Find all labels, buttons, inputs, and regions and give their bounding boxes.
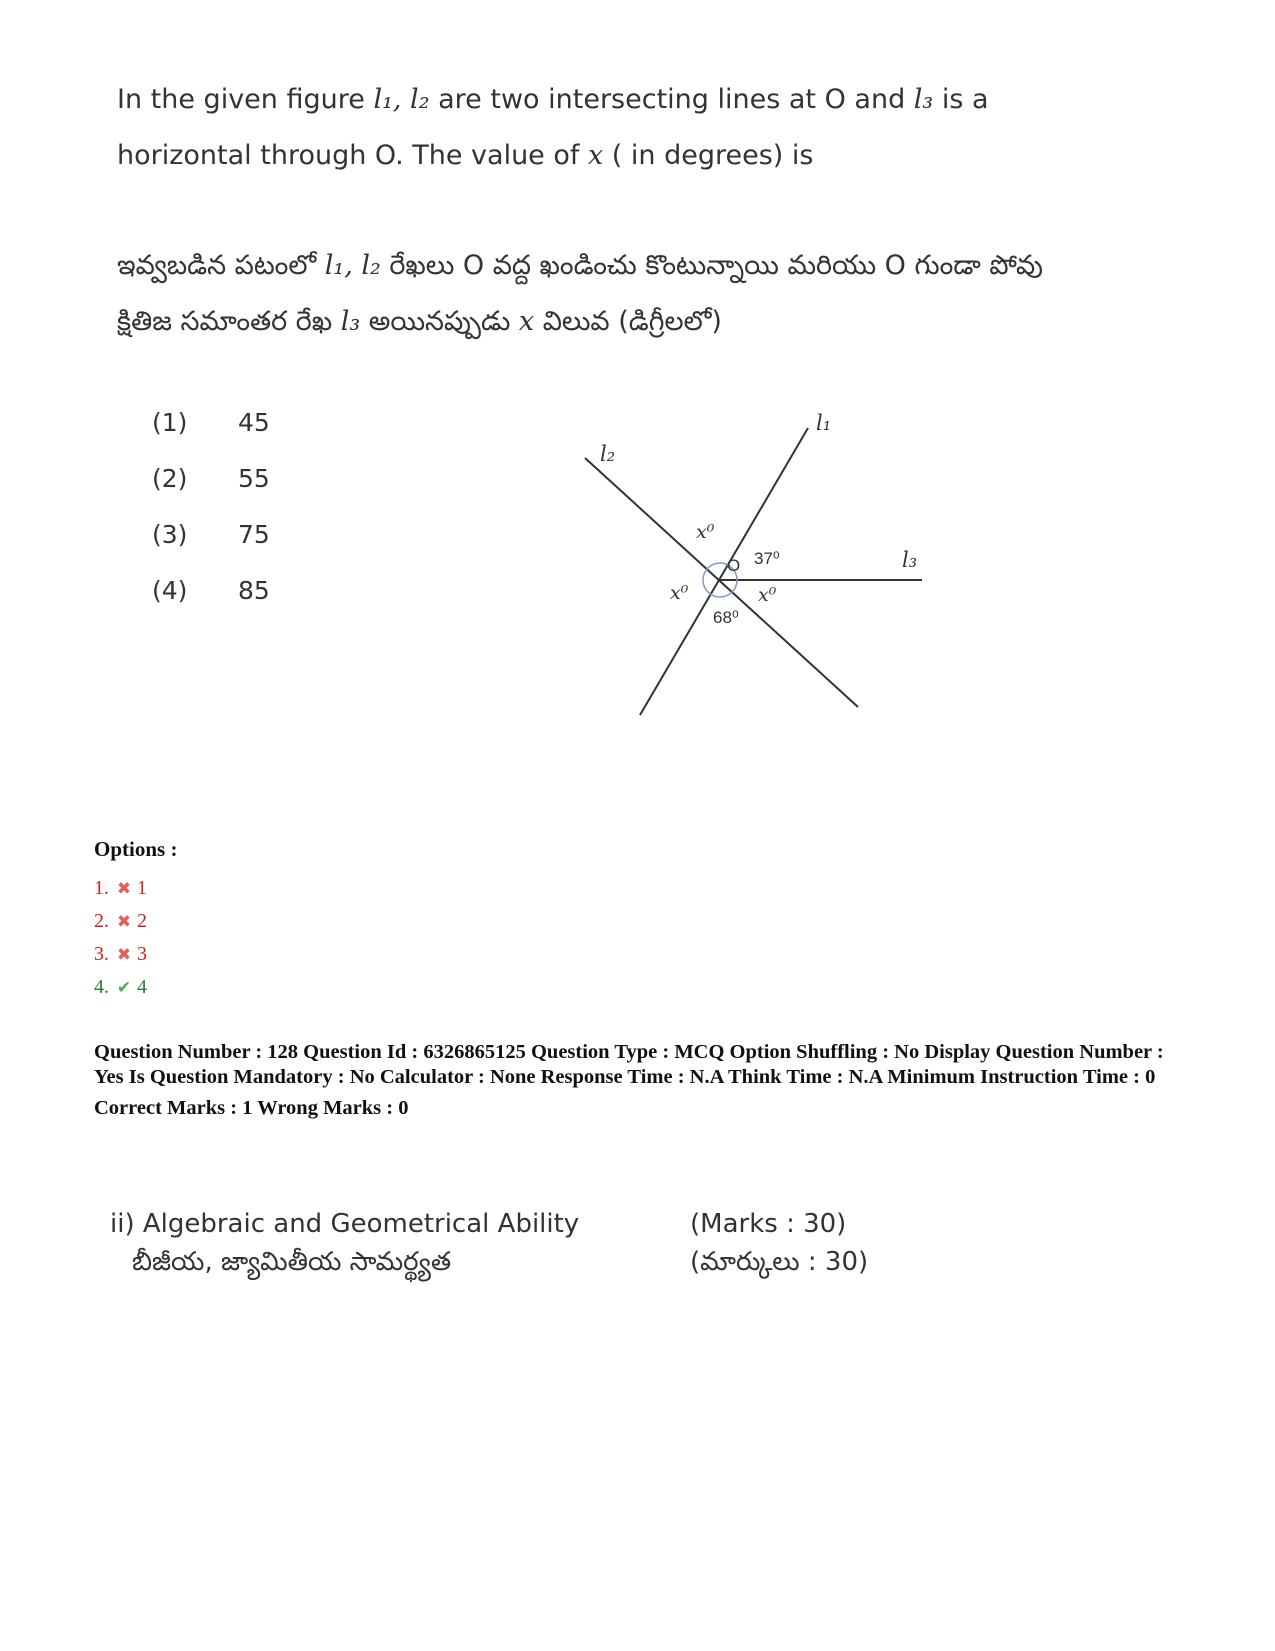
question-te-part3: అయినప్పుడు bbox=[360, 306, 519, 337]
choice-value: 75 bbox=[238, 520, 270, 549]
variable-x-te: x bbox=[518, 306, 535, 337]
section-marks-telugu: (మార్కులు : 30) bbox=[690, 1247, 869, 1277]
line-l3-te: l₃ bbox=[340, 306, 361, 337]
question-te-part1: ఇవ్వబడిన పటంలో bbox=[117, 250, 325, 281]
section-title-telugu: బీజీయ, జ్యామితీయ సామర్థ్యత bbox=[132, 1247, 452, 1277]
option-label: 3 bbox=[137, 943, 147, 965]
section-marks-english: (Marks : 30) bbox=[690, 1209, 847, 1239]
question-en-part4: ( in degrees) is bbox=[603, 140, 814, 171]
option-3 bbox=[94, 938, 177, 971]
label-x-left: x⁰ bbox=[670, 582, 689, 604]
option-index: 2. bbox=[94, 910, 109, 932]
line-l3: l₃ bbox=[913, 84, 934, 115]
question-text-telugu bbox=[117, 238, 1077, 350]
geometry-figure bbox=[600, 411, 980, 755]
check-icon: ✔ bbox=[116, 978, 132, 997]
cross-icon: ✖ bbox=[116, 879, 132, 898]
lines-l1-l2: l₁, l₂ bbox=[373, 84, 430, 115]
options-heading: Options : bbox=[94, 837, 178, 861]
line-l2 bbox=[585, 458, 858, 707]
choice-number: (3) bbox=[152, 520, 188, 549]
cross-icon: ✖ bbox=[116, 945, 132, 964]
question-te-part2: రేఖలు O వద్ద ఖండించు కొంటున్నాయి మరియు O గుండా పోవు క్షితిజ సమాంతర రేఖ bbox=[117, 250, 1044, 337]
question-en-part1: In the given figure bbox=[117, 84, 374, 115]
question-te-part4: విలువ (డిగ్రీలలో) bbox=[534, 306, 722, 337]
option-1 bbox=[94, 872, 177, 905]
option-index: 3. bbox=[94, 943, 109, 965]
option-label: 1 bbox=[137, 877, 147, 899]
label-l1: l₁ bbox=[816, 411, 832, 435]
lines-l1-l2-te: l₁, l₂ bbox=[324, 250, 381, 281]
label-angle-68: 68⁰ bbox=[713, 608, 739, 627]
choice-number: (4) bbox=[152, 576, 188, 605]
choice-value: 85 bbox=[238, 576, 270, 605]
choice-value: 45 bbox=[238, 408, 270, 437]
label-angle-37: 37⁰ bbox=[754, 549, 780, 568]
question-metadata bbox=[94, 1040, 1184, 1121]
label-x-top: x⁰ bbox=[696, 521, 715, 543]
question-text-english bbox=[117, 72, 1077, 184]
question-en-part2: are two intersecting lines at O and bbox=[429, 84, 914, 115]
label-x-right: x⁰ bbox=[758, 584, 777, 606]
label-l3: l₃ bbox=[902, 548, 918, 572]
option-index: 1. bbox=[94, 877, 109, 899]
line-l1 bbox=[640, 428, 808, 715]
cross-icon: ✖ bbox=[116, 912, 132, 931]
section-row-english bbox=[110, 1205, 910, 1243]
option-index: 4. bbox=[94, 976, 109, 998]
metadata-line: Question Number : 128 Question Id : 6326865125 Question Type : MCQ Option Shuffling : No Display Question Number : Yes Is Question Mandatory : No Calculator : None Response Time : N.A Think Time : N.A Minimum Instruction Time : 0 bbox=[94, 1041, 1164, 1088]
choice-value: 55 bbox=[238, 464, 270, 493]
option-4 bbox=[94, 971, 177, 1004]
section-row-telugu bbox=[110, 1243, 910, 1281]
section-title-english: ii) Algebraic and Geometrical Ability bbox=[110, 1209, 580, 1239]
section-header bbox=[110, 1205, 910, 1281]
option-label: 2 bbox=[137, 910, 147, 932]
label-l2: l₂ bbox=[600, 442, 616, 466]
choice-number: (1) bbox=[152, 408, 188, 437]
label-o: O bbox=[727, 556, 741, 575]
variable-x: x bbox=[587, 140, 604, 171]
options-section bbox=[94, 837, 177, 1004]
choice-number: (2) bbox=[152, 464, 188, 493]
option-2 bbox=[94, 905, 177, 938]
marks-line: Correct Marks : 1 Wrong Marks : 0 bbox=[94, 1097, 409, 1119]
option-label: 4 bbox=[137, 976, 147, 998]
question-en-part3: is a horizontal through O. The value of bbox=[117, 84, 989, 171]
